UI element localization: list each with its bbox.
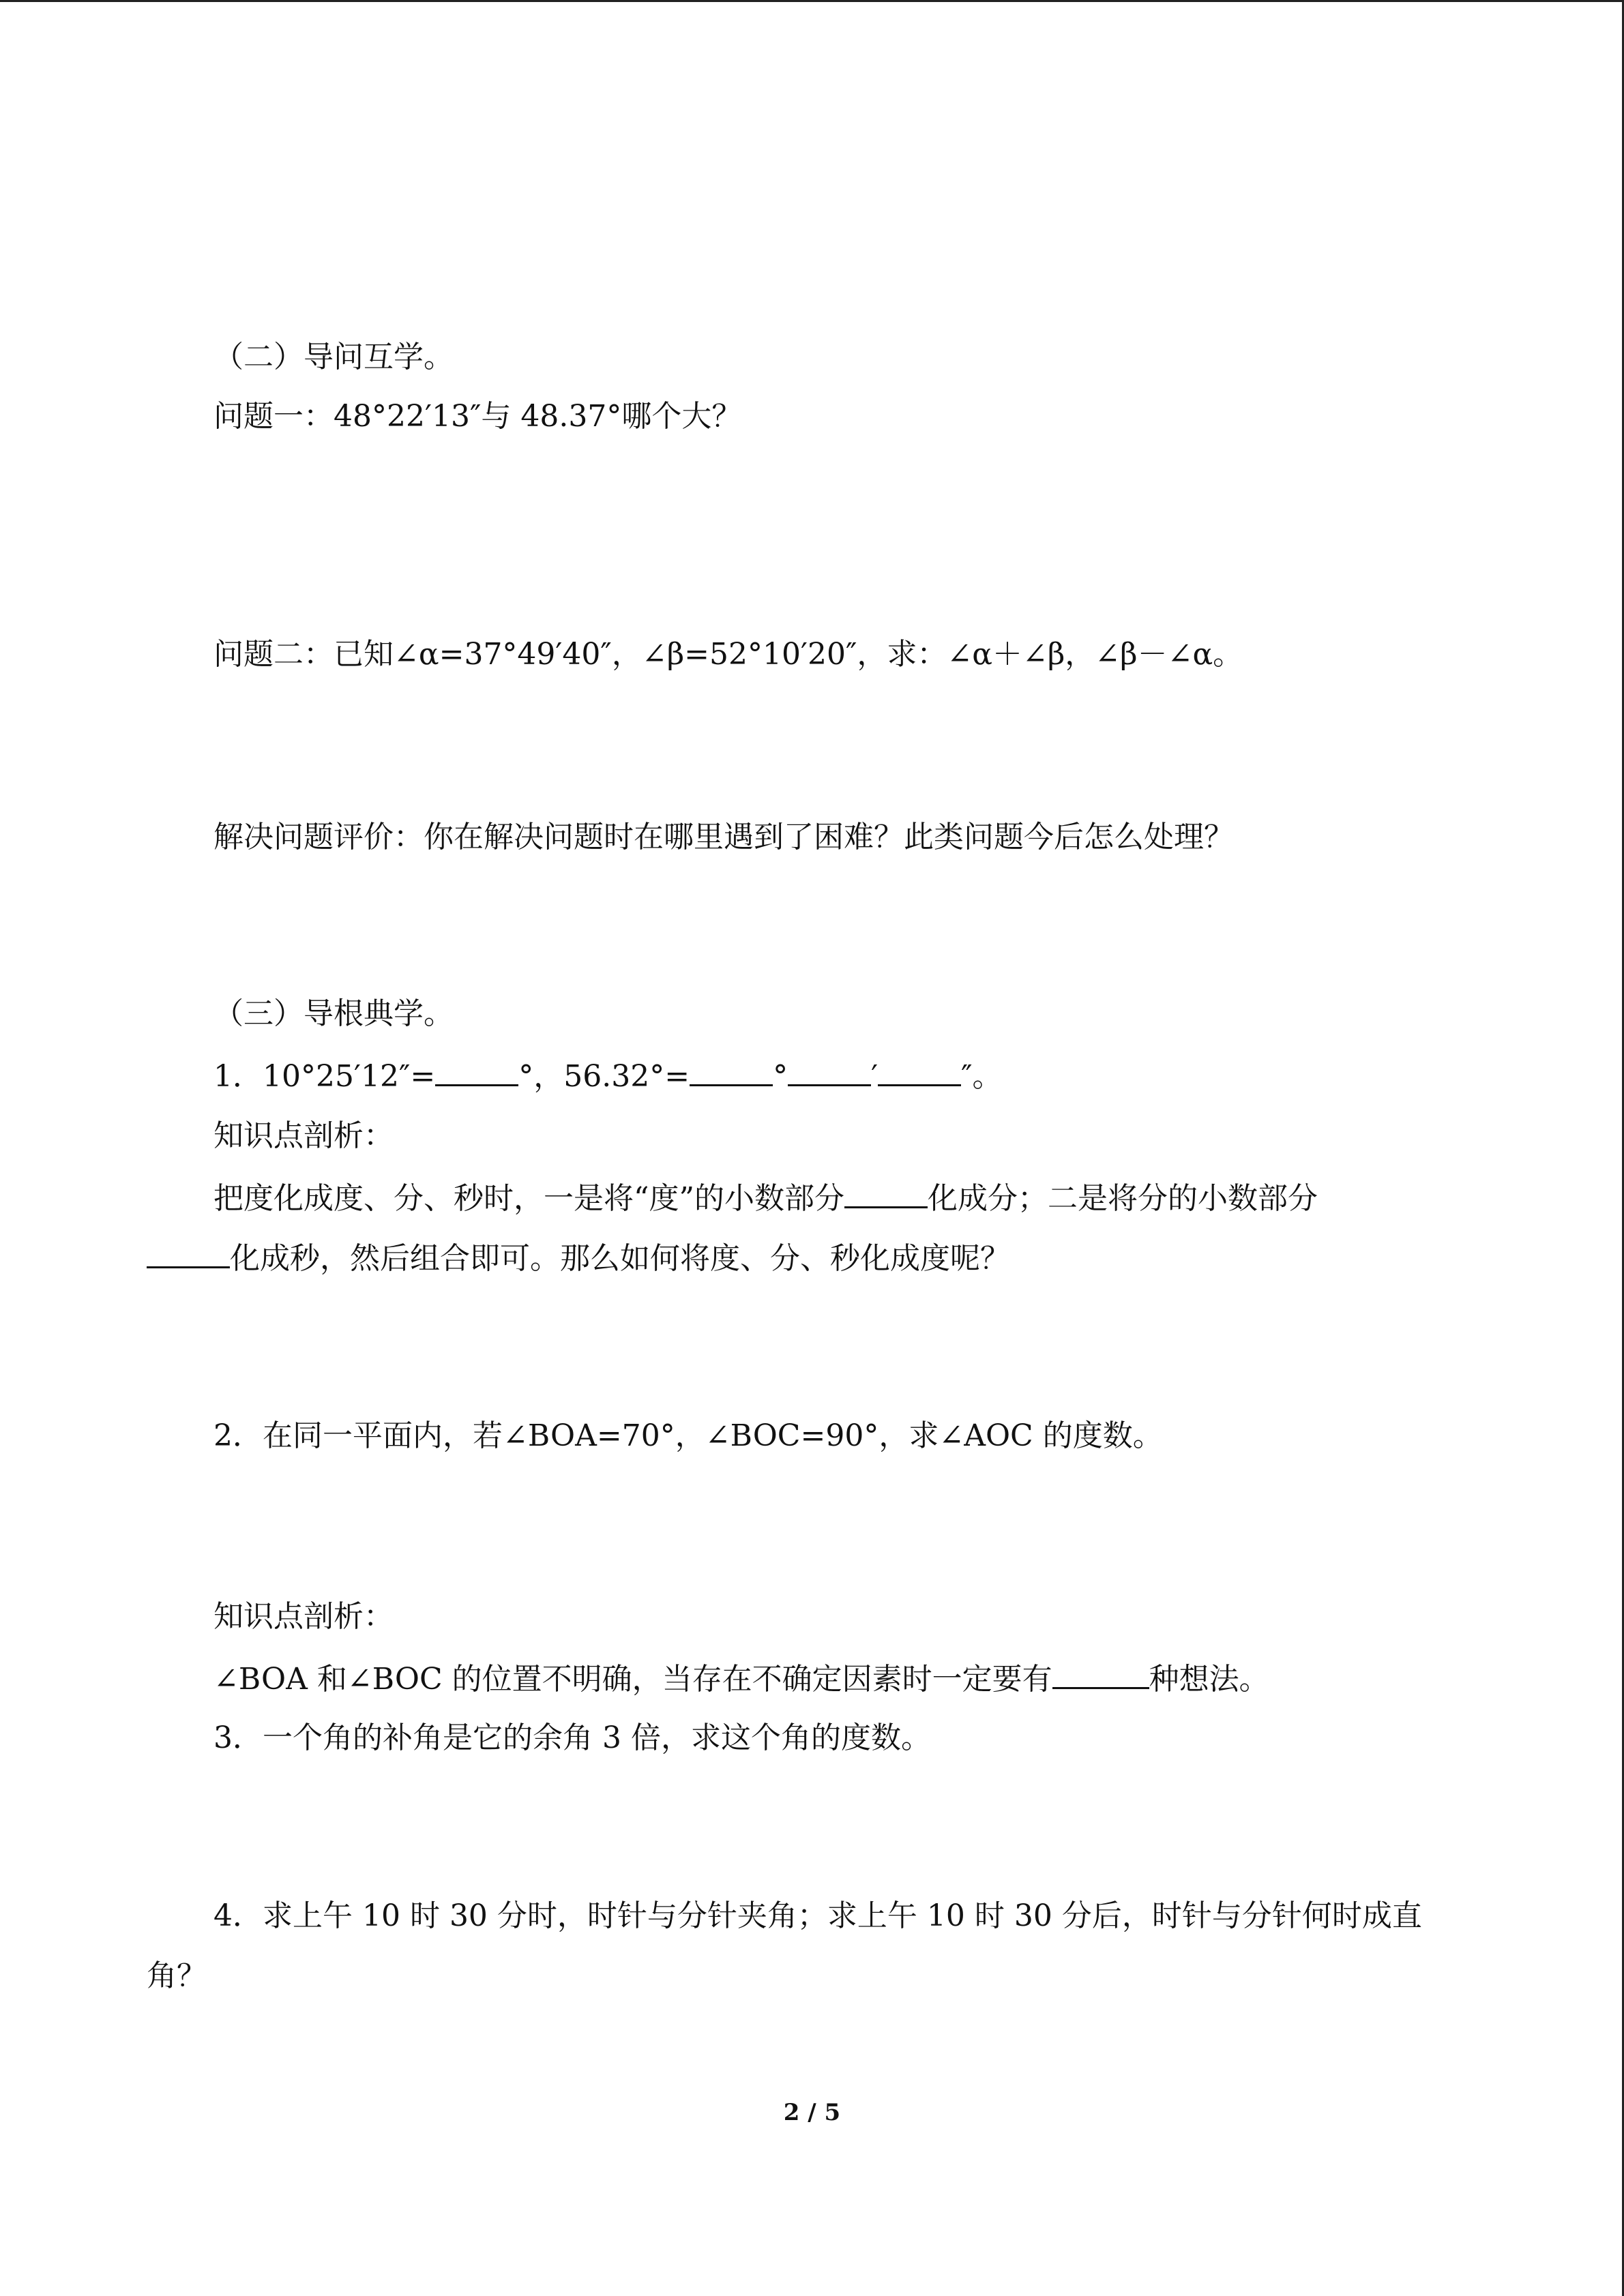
- answer-blank: [690, 1054, 773, 1086]
- analysis-one-text-1: 把度化成度、分、秒时，一是将“度”的小数部分: [213, 1181, 844, 1216]
- page-number: 2 / 5: [783, 2099, 841, 2126]
- item-one-text-4: ′: [871, 1059, 879, 1094]
- answer-blank: [878, 1054, 961, 1086]
- analysis-one-text-2: 化成分；二是将分的小数部分: [928, 1181, 1318, 1216]
- analysis-two-line: [213, 1657, 1269, 1698]
- item-one-text-3: °: [773, 1059, 788, 1094]
- analysis-two-label: 知识点剖析：: [213, 1599, 394, 1634]
- section-two-title: （二）导问互学。: [213, 340, 454, 374]
- item-one-text-5: ″。: [961, 1059, 1003, 1094]
- analysis-two-text-2: 种想法。: [1149, 1662, 1269, 1697]
- item-one: [213, 1054, 1003, 1095]
- item-two: 2．在同一平面内，若∠BOA=70°，∠BOC=90°，求∠AOC 的度数。: [213, 1418, 1163, 1453]
- analysis-one-text-3: 化成秒，然后组合即可。那么如何将度、分、秒化成度呢？: [230, 1241, 1010, 1276]
- analysis-one-line-1: [213, 1176, 1318, 1217]
- answer-blank: [1052, 1657, 1149, 1689]
- analysis-one-label: 知识点剖析：: [213, 1118, 394, 1153]
- answer-blank: [147, 1236, 230, 1268]
- item-four-line-1: 4．求上午 10 时 30 分时，时针与分针夹角；求上午 10 时 30 分后，时针与分针何时成直: [213, 1898, 1422, 1933]
- answer-blank: [844, 1176, 928, 1208]
- item-four-line-2: 角？: [147, 1958, 207, 1993]
- question-one: 问题一：48°22′13″与 48.37°哪个大？: [213, 399, 742, 434]
- analysis-two-text-1: ∠BOA 和∠BOC 的位置不明确，当存在不确定因素时一定要有: [213, 1662, 1052, 1697]
- question-two: 问题二：已知∠α=37°49′40″，∠β=52°10′20″，求：∠α＋∠β，∠β－∠α。: [213, 637, 1243, 672]
- evaluation-prompt: 解决问题评价：你在解决问题时在哪里遇到了困难？此类问题今后怎么处理？: [213, 820, 1234, 854]
- answer-blank: [435, 1054, 518, 1086]
- answer-blank: [788, 1054, 871, 1086]
- item-one-text-1: 1．10°25′12″=: [213, 1059, 436, 1094]
- item-three: 3．一个角的补角是它的余角 3 倍，求这个角的度数。: [213, 1720, 931, 1755]
- section-three-title: （三）导根典学。: [213, 996, 454, 1031]
- item-one-text-2: °，56.32°=: [518, 1059, 690, 1094]
- analysis-one-line-2: [147, 1236, 1010, 1277]
